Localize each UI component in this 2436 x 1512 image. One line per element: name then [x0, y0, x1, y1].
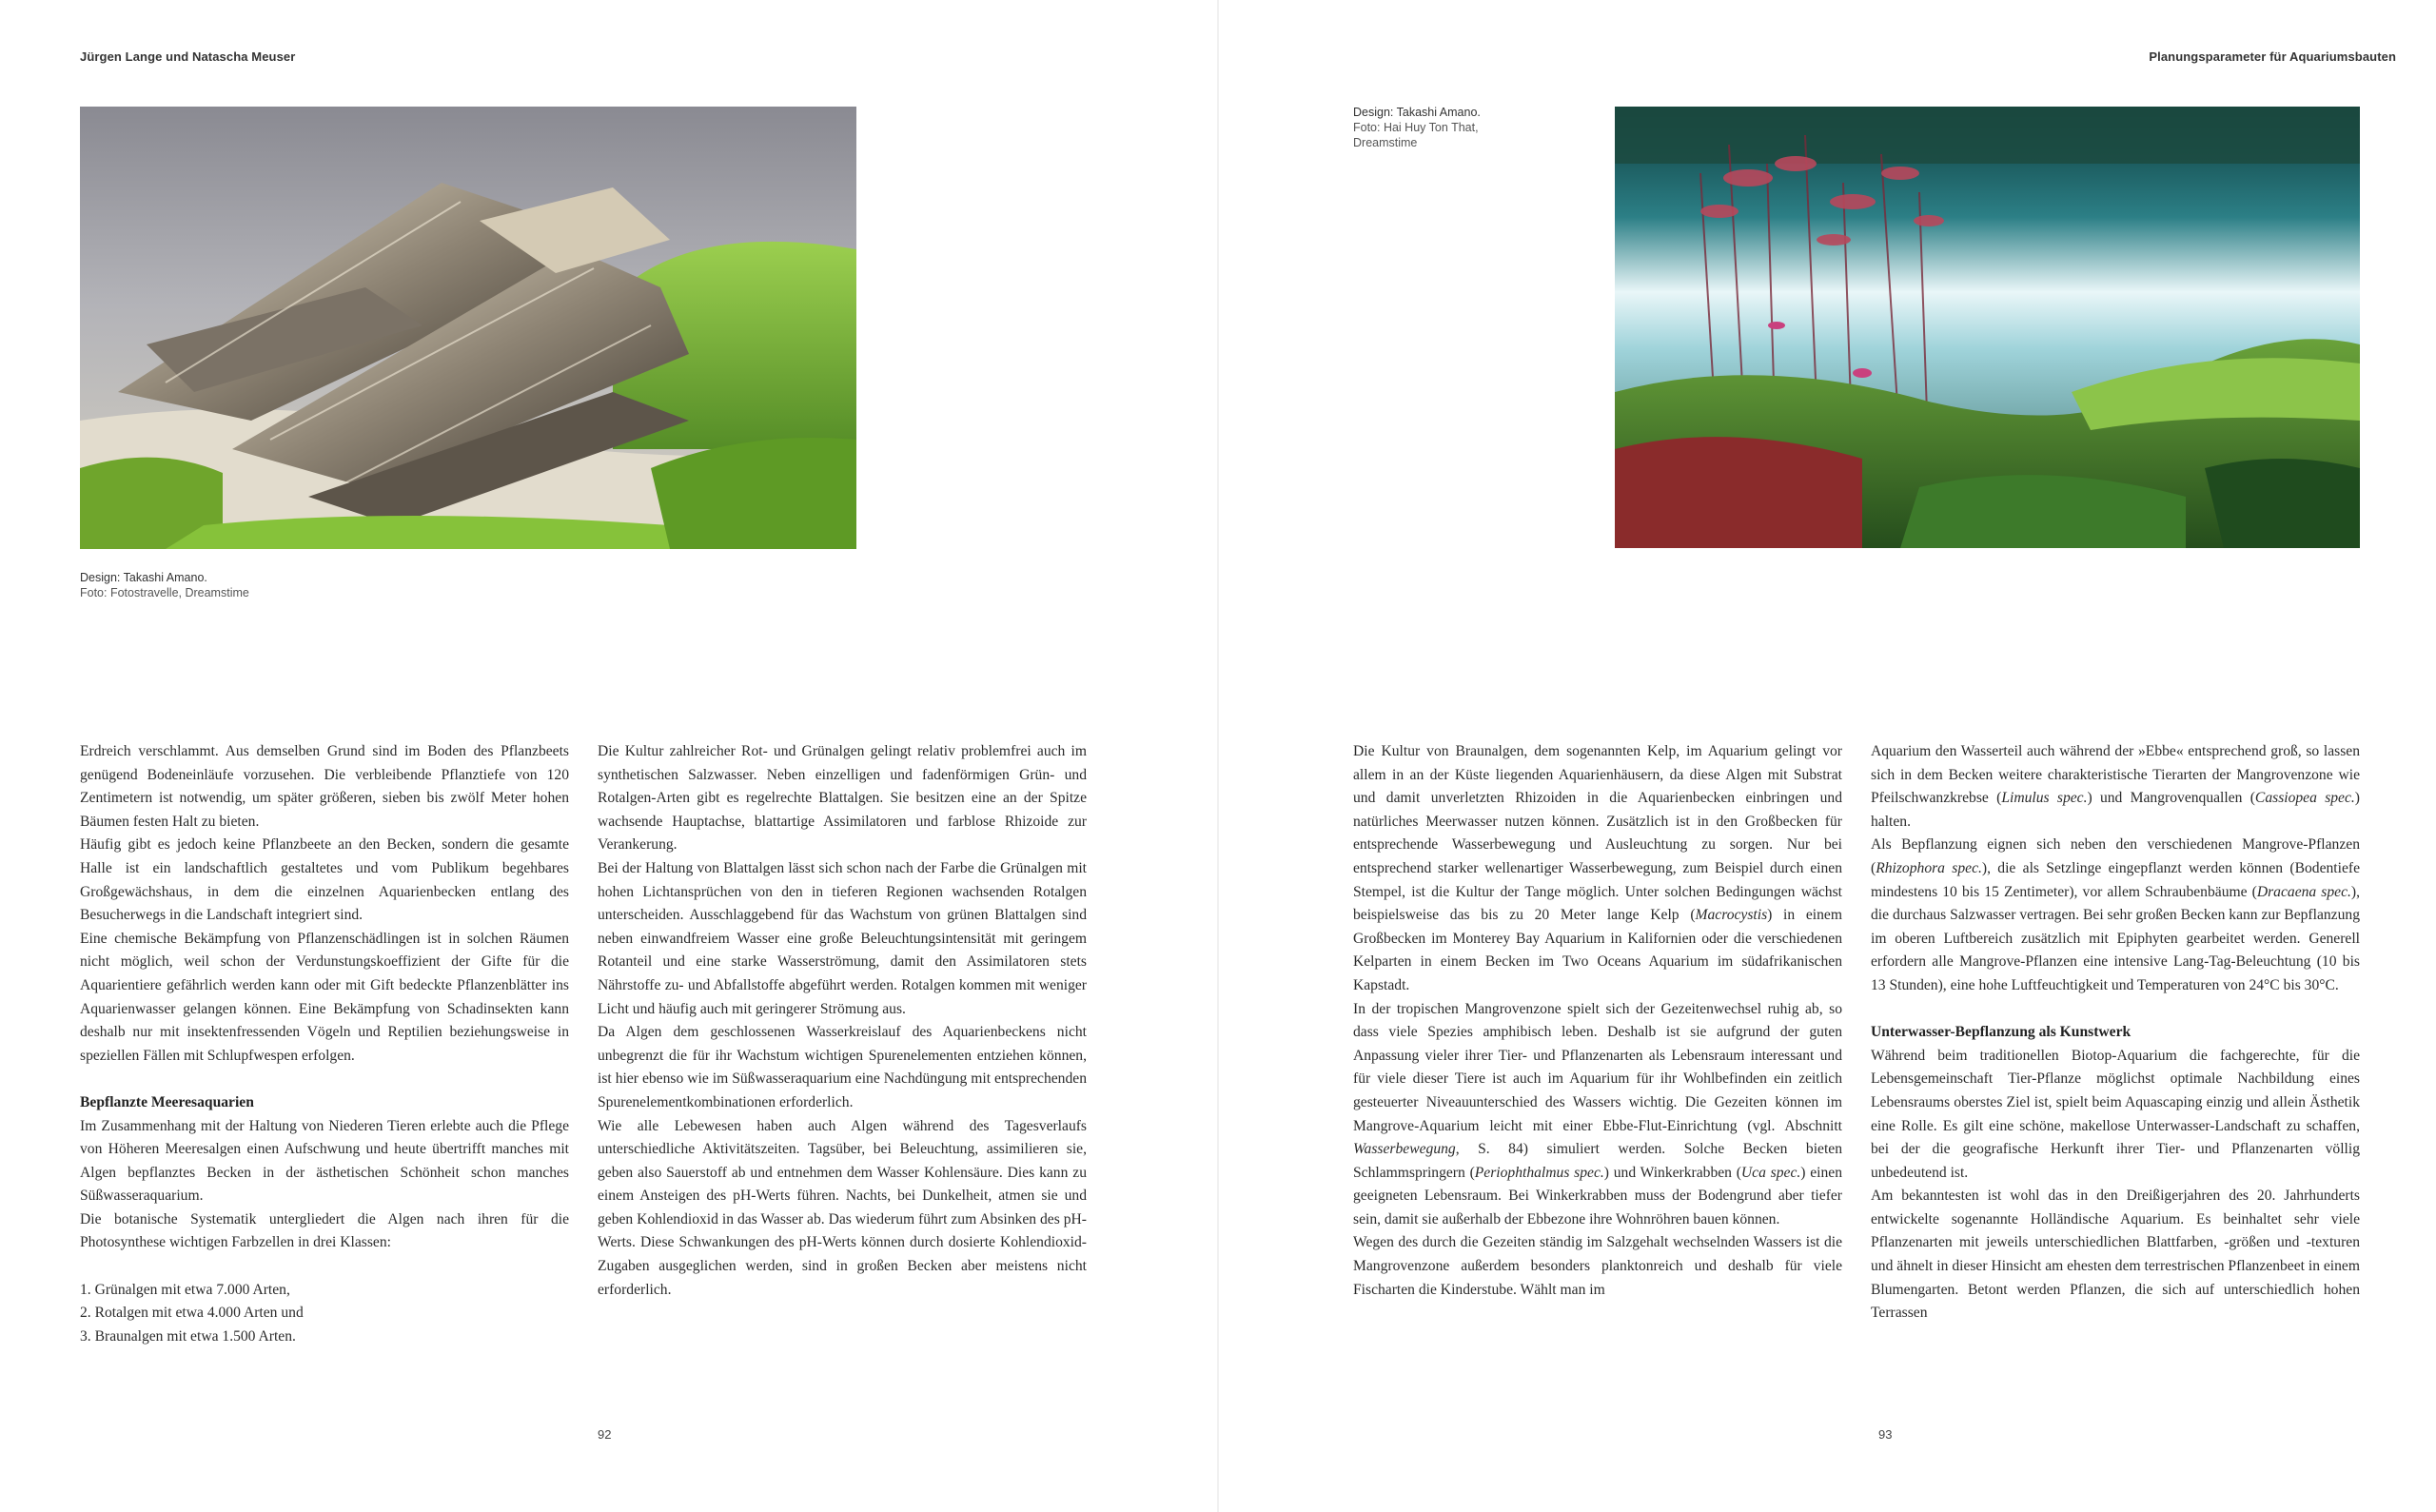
page-number-right: 93	[1878, 1427, 1893, 1442]
left-running-head: Jürgen Lange und Natascha Meuser	[80, 49, 296, 64]
caption-photo-credit: Foto: Hai Huy Ton That,	[1353, 121, 1479, 134]
right-photo-caption	[1353, 105, 1481, 150]
underwater-aquascape-photo	[1615, 107, 2360, 548]
left-column-2	[598, 740, 1087, 1302]
page-number-left: 92	[598, 1427, 612, 1442]
paragraph: Die botanische Systematik untergliedert die Algen nach ihren für die Photosynthese wichtigen Farbzellen in drei Klassen:	[80, 1210, 569, 1251]
right-page	[1218, 0, 2436, 1512]
section-heading: Unterwasser-Bepflanzung als Kunstwerk	[1871, 1024, 2132, 1041]
paragraph: Häufig gibt es jedoch keine Pflanzbeete an den Becken, sondern die gesamte Halle ist ein landschaftlich gestaltetes und vom Publikum begehbares Großgewächshaus, in dem die einzelnen Aquarienbecken entlang des Besucherwegs in die Landschaft integriert sind.	[80, 836, 569, 924]
caption-design: Design: Takashi Amano.	[80, 571, 207, 584]
paragraph: Wie alle Lebewesen haben auch Algen während des Tagesverlaufs unterschiedliche Aktivitätszeiten. Tagsüber, bei Beleuchtung, assimilieren sie, geben also Sauerstoff ab und entnehmen dem Wasser Kohlensäure. Dies kann zu einem Ansteigen des pH-Werts führen. Nachts, bei Dunkelheit, atmen sie und geben Kohlendioxid in das Wasser ab. Das wiederum führt zum Absinken des pH-Werts. Diese Schwankungen des pH-Werts können durch dosierte Kohlendioxid-Zugaben ausgeglichen werden, sind in großen Becken aber meistens nicht erforderlich.	[598, 1117, 1087, 1298]
paragraph: Wegen des durch die Gezeiten ständig im Salzgehalt wechselnden Wassers ist die Mangrovenzone außerdem besonders planktonreich und deshalb für viele Fischarten die Kinderstube. Wählt man im	[1353, 1234, 1842, 1298]
list-item: 3. Braunalgen mit etwa 1.500 Arten.	[80, 1327, 296, 1345]
right-column-2	[1871, 740, 2360, 1325]
right-running-head: Planungsparameter für Aquariumsbauten	[2149, 49, 2396, 64]
paragraph: Aquarium den Wasserteil auch während der »Ebbe« entsprechend groß, so lassen sich in dem Becken weitere charakteristische Tierarten der Mangrovenzone wie Pfeilschwanzkrebse (Limulus spec.) und Mangrovenquallen (Cassiopea spec.) halten.	[1871, 743, 2360, 830]
caption-photo-credit: Foto: Fotostravelle, Dreamstime	[80, 586, 249, 599]
paragraph: Am bekanntesten ist wohl das in den Dreißigerjahren des 20. Jahrhunderts entwickelte sogenannte Holländische Aquarium. Es beinhaltet sehr viele Pflanzenarten mit jeweils unterschiedlichen Blattfarben, -größen und -texturen und ähnelt in dieser Hinsicht am ehesten dem terrestrischen Pflanzenbeet in einem Blumengarten. Betont werden Pflanzen, die sich auf unterschiedlich hohen Terrassen	[1871, 1188, 2360, 1322]
left-photo-caption	[80, 570, 249, 600]
paragraph: Da Algen dem geschlossenen Wasserkreislauf des Aquarienbeckens nicht unbegrenzt die für ihr Wachstum wichtigen Spurenelementen entziehen können, ist hier ebenso wie im Süßwasseraquarium eine Nachdüngung mit entsprechenden Spurenelementkombinationen erforderlich.	[598, 1024, 1087, 1110]
paragraph: Während beim traditionellen Biotop-Aquarium die fachgerechte, für die Lebensgemeinschaft Tier-Pflanze möglichst optimale Nachbildung eines Lebensraums oberstes Ziel ist, spielt beim Aquascaping einzig und allein Ästhetik eine Rolle. Es gilt eine schöne, makellose Unterwasser-Landschaft zu schaffen, bei der die geografische Herkunft ihrer Tier- und Pflanzenarten völlig unbedeutend ist.	[1871, 1047, 2360, 1181]
left-column-1	[80, 740, 569, 1348]
paragraph: Die Kultur zahlreicher Rot- und Grünalgen gelingt relativ problemfrei auch im synthetischen Salzwasser. Neben einzelligen und fadenförmigen Grün- und Rotalgen-Arten gibt es regelrechte Blattalgen. Sie besitzen eine an der Spitze wachsende Hauptachse, blattartige Assimilatoren und farblose Rhizoide zur Verankerung.	[598, 743, 1087, 854]
right-column-1	[1353, 740, 1842, 1302]
paragraph: Bei der Haltung von Blattalgen lässt sich schon nach der Farbe die Grünalgen mit hohen Lichtansprüchen von den in tieferen Regionen wachsenden Rotalgen unterscheiden. Ausschlaggebend für das Wachstum von grünen Blattalgen sind neben einwandfreiem Wasser eine große Beleuchtungsintensität mit geringem Rotanteil und eine starke Wasserströmung, damit den Assimilatoren stets Nährstoffe zu- und Abfallstoffe abgeführt werden. Rotalgen kommen mit weniger Licht und häufig auch mit geringerer Strömung aus.	[598, 859, 1087, 1017]
paragraph: Als Bepflanzung eignen sich neben den verschiedenen Mangrove-Pflanzen (Rhizophora spec.), die als Setzlinge eingepflanzt werden können (Bodentiefe mindestens 10 bis 15 Zentimeter), vor allem Schraubenbäume (Dracaena spec.), die durchaus Salzwasser vertragen. Bei sehr großen Becken kann zur Bepflanzung im oberen Luftbereich zusätzlich mit Epiphyten gearbeitet werden. Generell erfordern alle Mangrove-Pflanzen eine intensive Lang-Tag-Beleuchtung (10 bis 13 Stunden), eine hohe Luftfeuchtigkeit und Temperaturen von 24°C bis 30°C.	[1871, 836, 2361, 993]
paragraph: Erdreich verschlammt. Aus demselben Grund sind im Boden des Pflanzbeets genügend Bodeneinläufe vorzusehen. Die verbleibende Pflanztiefe von 120 Zentimetern ist notwendig, um später größeren, sieben bis zwölf Meter hohen Bäumen festen Halt zu bieten.	[80, 743, 569, 830]
paragraph: In der tropischen Mangrovenzone spielt sich der Gezeitenwechsel ruhig ab, so dass viele Spezies amphibisch leben. Deshalb ist sie aufgrund der guten Anpassung vieler ihrer Tier- und Pflanzenarten als Lebensraum interessant und für viele dieser Tiere ist auch im Aquarium für ihr Wohlbefinden ein zeitlich gesteuerter Niveauunterschied des Wassers wichtig. Die Gezeiten können im Mangrove-Aquarium leicht mit einer Ebbe-Flut-Einrichtung (vgl. Abschnitt Wasserbewegung, S. 84) simuliert werden. Solche Becken bieten Schlammspringern (Periophthalmus spec.) und Winkerkrabben (Uca spec.) einen geeigneten Lebensraum. Bei Winkerkrabben muss der Bodengrund aber tiefer sein, damit sie außerhalb der Ebbezone ihre Wohnröhren bauen können.	[1353, 1000, 1843, 1227]
list-item: 2. Rotalgen mit etwa 4.000 Arten und	[80, 1305, 304, 1322]
caption-photo-credit-line2: Dreamstime	[1353, 136, 1418, 149]
list-item: 1. Grünalgen mit etwa 7.000 Arten,	[80, 1281, 290, 1298]
caption-design: Design: Takashi Amano.	[1353, 106, 1481, 119]
paragraph: Im Zusammenhang mit der Haltung von Niederen Tieren erlebte auch die Pflege von Höheren Meeresalgen einen Aufschwung und heute übertrifft manches mit Algen bepflanztes Becken in der ästhetischen Schönheit schon manches Süßwasseraquarium.	[80, 1117, 569, 1205]
section-heading: Bepflanzte Meeresaquarien	[80, 1093, 254, 1110]
paragraph: Eine chemische Bekämpfung von Pflanzenschädlingen ist in solchen Räumen nicht möglich, weil schon der Verdunstungskoeffizient der Gifte für die Aquarientiere gefährlich werden kann oder mit Gift bedeckte Pflanzenblätter ins Aquarienwasser gelangen können. Eine Bekämpfung von Schadinsekten kann deshalb nur mit insektenfressenden Vögeln und Reptilien beziehungsweise in speziellen Fällen mit Schlupfwespen erfolgen.	[80, 930, 569, 1064]
aquascape-rock-photo	[80, 107, 856, 549]
paragraph: Die Kultur von Braunalgen, dem sogenannten Kelp, im Aquarium gelingt vor allem in an der Küste liegenden Aquarienhäusern, da diese Algen mit Substrat und damit unverletzten Rhizoiden in die Aquarienbecken einbringen und natürliches Meerwasser nutzen können. Zusätzlich ist in den Großbecken für entsprechende Wasserbewegung und Ausleuchtung zu sorgen. Nur bei entsprechend starker wellenartiger Wasserbewegung, zum Beispiel durch einen Stempel, ist die Kultur der Tange möglich. Unter solchen Bedingungen wächst beispielsweise das bis zu 20 Meter lange Kelp (Macrocystis) in einem Großbecken im Monterey Bay Aquarium in Kalifornien oder die verschiedenen Kelparten in einem Becken im Two Oceans Aquarium im südafrikanischen Kapstadt.	[1353, 743, 1842, 993]
